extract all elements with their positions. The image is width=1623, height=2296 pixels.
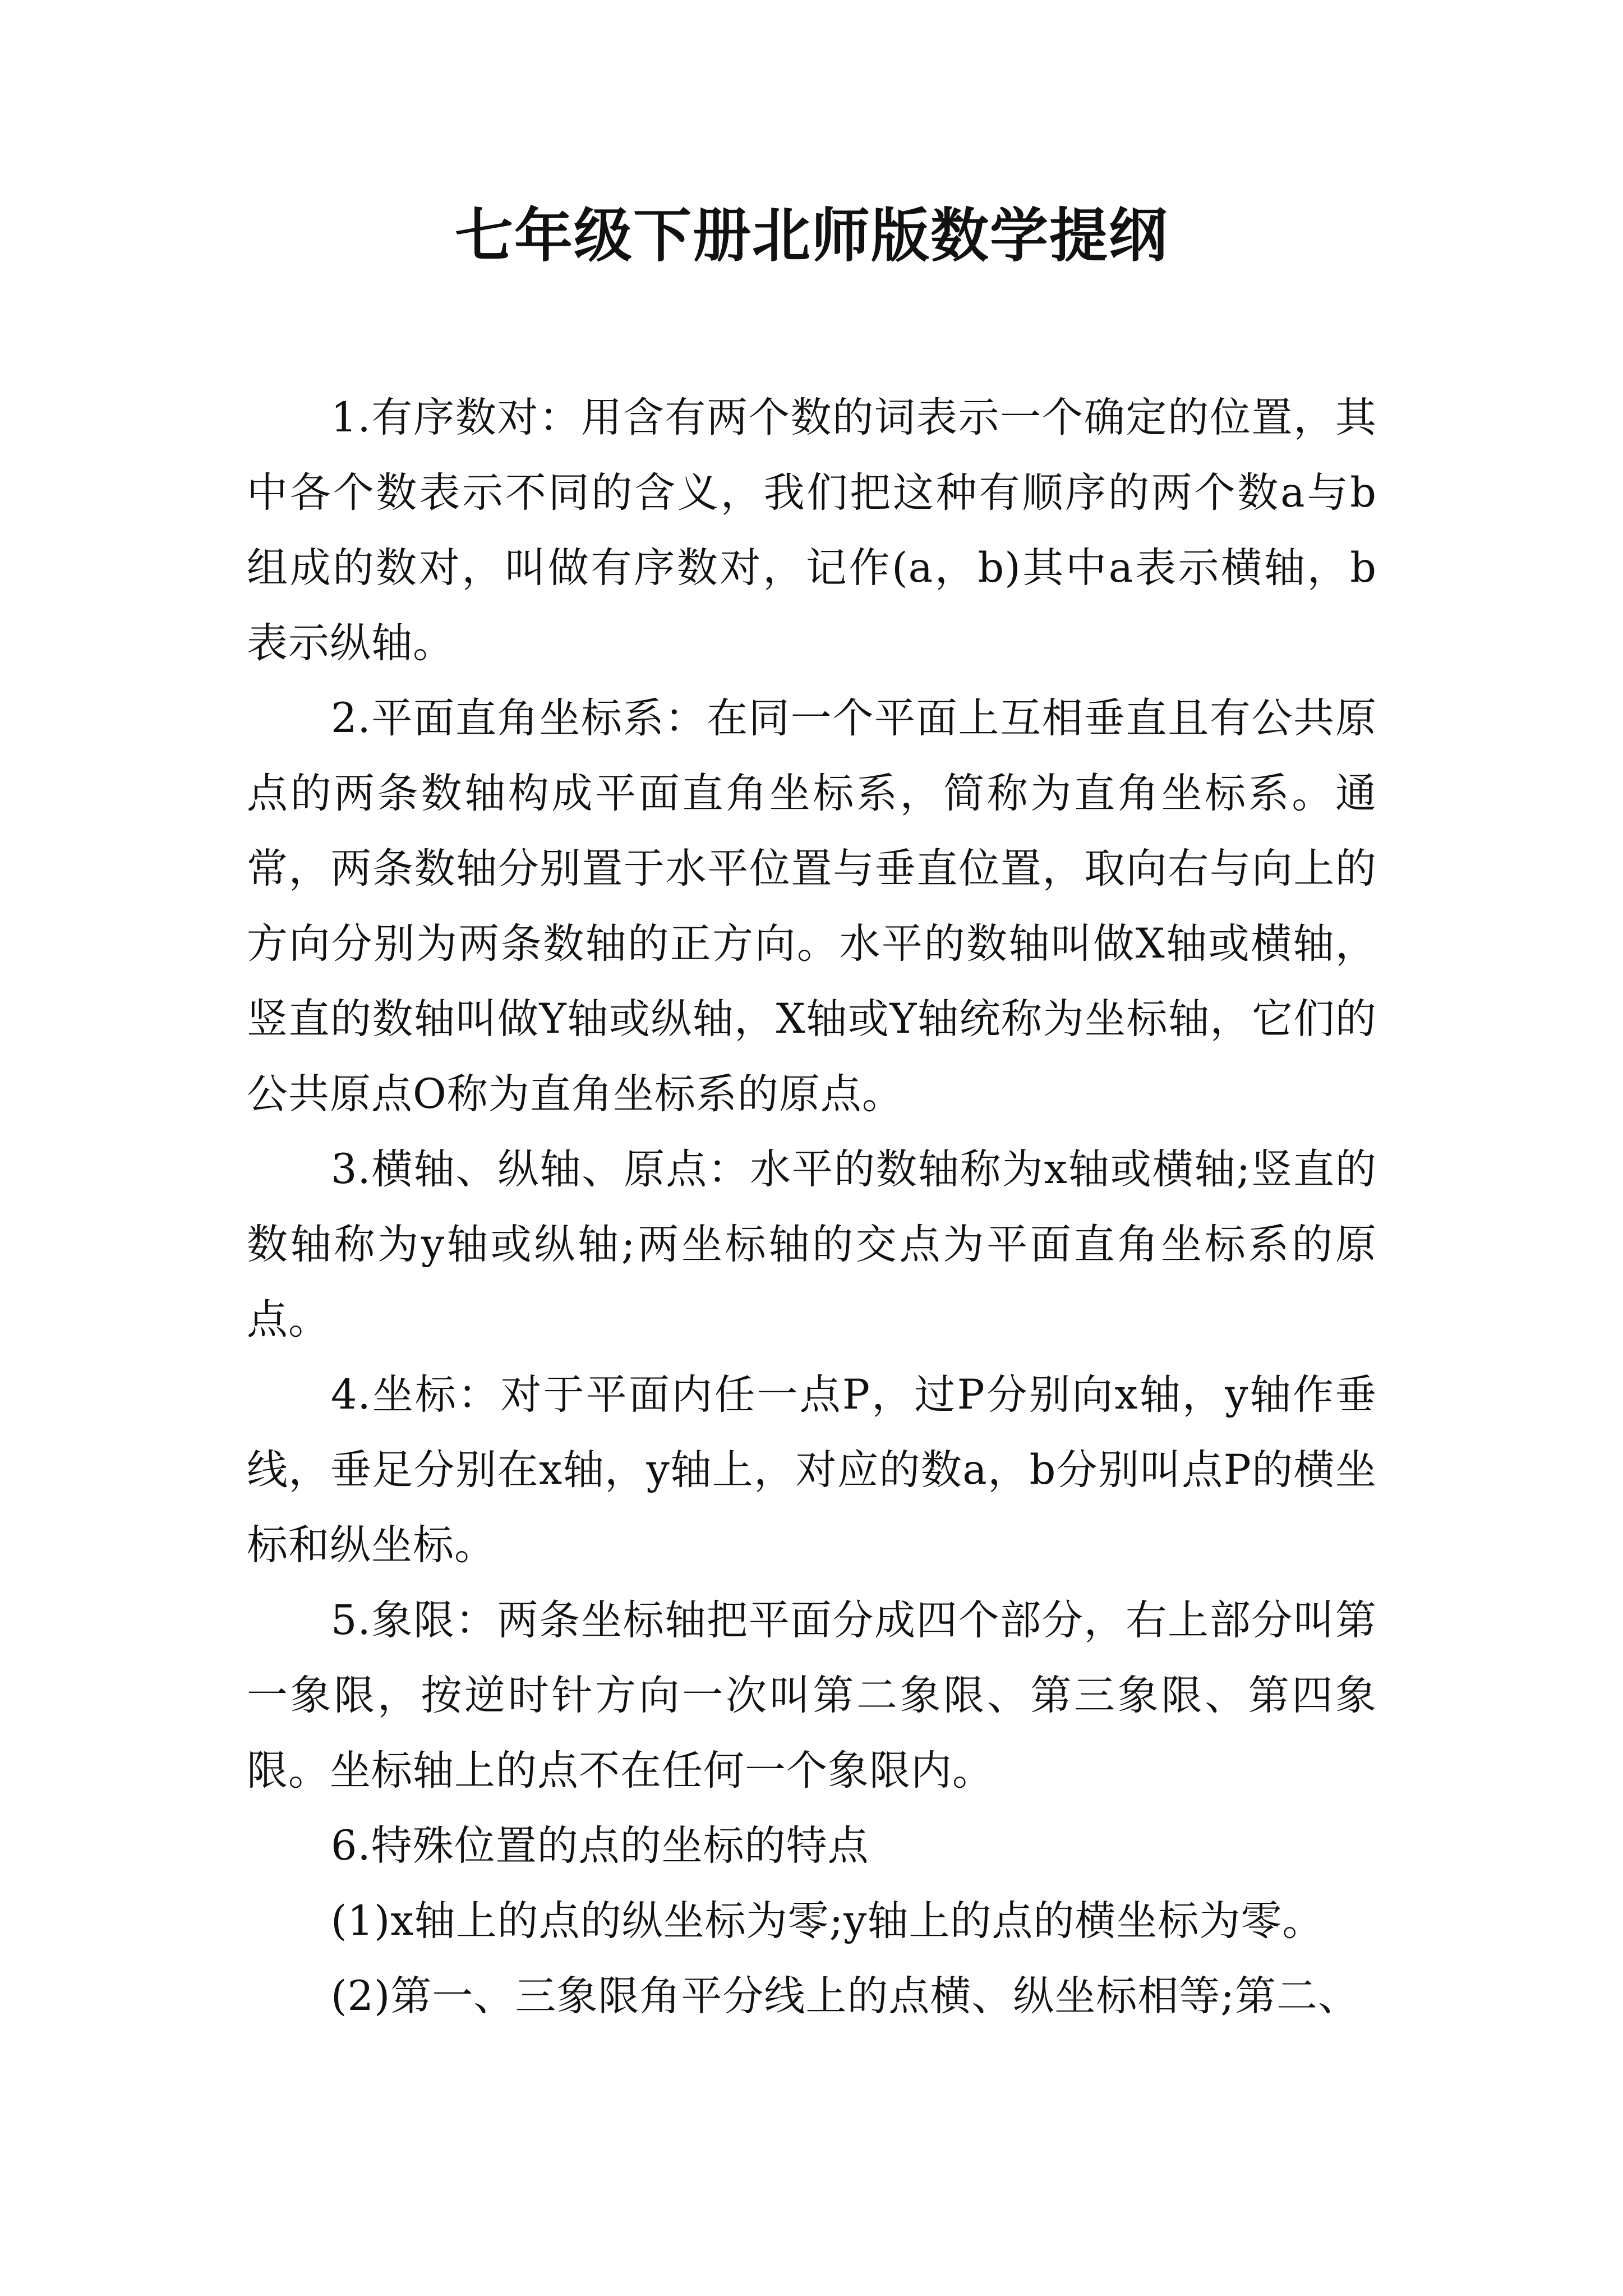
paragraph-ordered-pair: 1.有序数对：用含有两个数的词表示一个确定的位置，其中各个数表示不同的含义，我们把这种有顺序的两个数a与b组成的数对，叫做有序数对，记作(a，b)其中a表示横轴，b表示纵轴。 (247, 394, 1377, 667)
paragraph-special-points-heading: 6.特殊位置的点的坐标的特点 (331, 1822, 869, 1870)
paragraph-coordinates: 4.坐标：对于平面内任一点P，过P分别向x轴，y轴作垂线，垂足分别在x轴，y轴上，对应的数a，b分别叫点P的横坐标和纵坐标。 (247, 1371, 1377, 1569)
paragraph-axes-origin: 3.横轴、纵轴、原点：水平的数轴称为x轴或横轴;竖直的数轴称为y轴或纵轴;两坐标轴的交点为平面直角坐标系的原点。 (247, 1145, 1377, 1343)
document-title: 七年级下册北师版数学提纲 (454, 201, 1168, 270)
paragraph-special-points-1: (1)x轴上的点的纵坐标为零;y轴上的点的横坐标为零。 (331, 1897, 1324, 1945)
document-body (247, 380, 1377, 2034)
paragraph-quadrants: 5.象限：两条坐标轴把平面分成四个部分，右上部分叫第一象限，按逆时针方向一次叫第二象限、第三象限、第四象限。坐标轴上的点不在任何一个象限内。 (247, 1596, 1377, 1795)
paragraph-coordinate-system: 2.平面直角坐标系：在同一个平面上互相垂直且有公共原点的两条数轴构成平面直角坐标系，简称为直角坐标系。通常，两条数轴分别置于水平位置与垂直位置，取向右与向上的方向分别为两条数轴的正方向。水平的数轴叫做X轴或横轴，竖直的数轴叫做Y轴或纵轴，X轴或Y轴统称为坐标轴，它们的公共原点O称为直角坐标系的原点。 (247, 694, 1377, 1118)
paragraph-special-points-2: (2)第一、三象限角平分线上的点横、纵坐标相等;第二、 (331, 1972, 1359, 2020)
